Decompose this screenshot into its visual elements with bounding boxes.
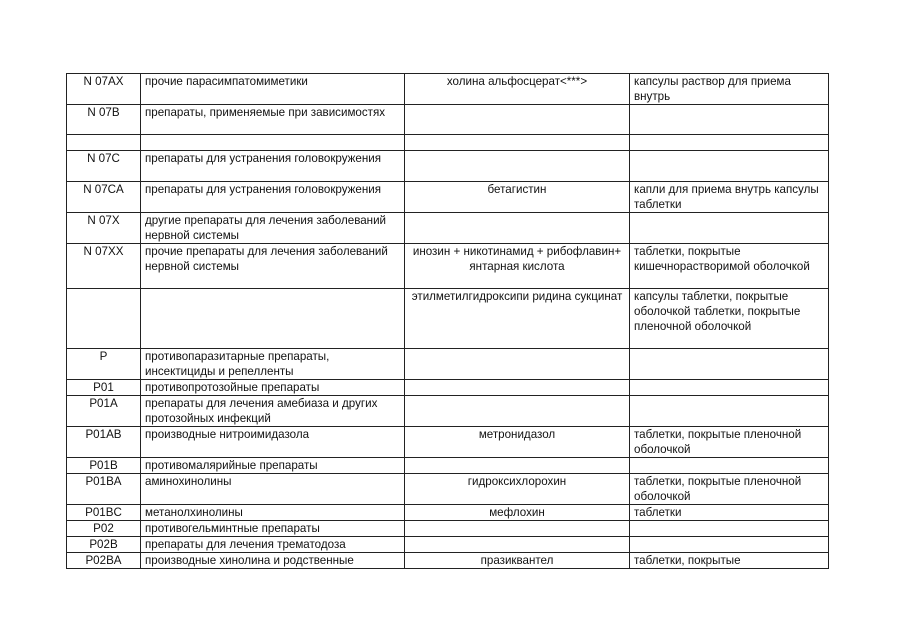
atc-code-cell: P02 (67, 521, 141, 537)
dosage-form-cell: капли для приема внутрь капсулы таблетки (630, 182, 829, 213)
table-row (67, 74, 829, 105)
atc-code-cell: P01BA (67, 474, 141, 505)
dosage-form-cell: таблетки, покрытые (630, 553, 829, 569)
table-row (67, 458, 829, 474)
drug-table (66, 73, 829, 569)
inn-cell (405, 521, 630, 537)
inn-cell: мефлохин (405, 505, 630, 521)
group-name-cell (141, 289, 405, 349)
dosage-form-cell: таблетки, покрытые пленочной оболочкой (630, 474, 829, 505)
atc-code-cell: P01B (67, 458, 141, 474)
table-row (67, 553, 829, 569)
table-row (67, 537, 829, 553)
dosage-form-cell: таблетки, покрытые кишечнорастворимой оболочкой (630, 244, 829, 289)
table-row (67, 105, 829, 135)
group-name-cell: производные хинолина и родственные (141, 553, 405, 569)
group-name-cell: противогельминтные препараты (141, 521, 405, 537)
atc-code-cell: N 07C (67, 151, 141, 182)
group-name-cell: противопаразитарные препараты, инсектициды и репелленты (141, 349, 405, 380)
group-name-cell: препараты для устранения головокружения (141, 151, 405, 182)
atc-code-cell: N 07XX (67, 244, 141, 289)
dosage-form-cell (630, 458, 829, 474)
atc-code-cell: P01 (67, 380, 141, 396)
group-name-cell: прочие препараты для лечения заболеваний нервной системы (141, 244, 405, 289)
dosage-form-cell (630, 105, 829, 135)
inn-cell: гидроксихлорохин (405, 474, 630, 505)
inn-cell (405, 151, 630, 182)
dosage-form-cell: капсулы таблетки, покрытые оболочкой таблетки, покрытые пленочной оболочкой (630, 289, 829, 349)
group-name-cell: препараты для лечения трематодоза (141, 537, 405, 553)
inn-cell (405, 105, 630, 135)
group-name-cell: метанолхинолины (141, 505, 405, 521)
drug-table-body (67, 74, 829, 569)
dosage-form-cell (630, 521, 829, 537)
inn-cell: бетагистин (405, 182, 630, 213)
dosage-form-cell (630, 135, 829, 151)
group-name-cell: противопротозойные препараты (141, 380, 405, 396)
atc-code-cell (67, 289, 141, 349)
table-row (67, 289, 829, 349)
atc-code-cell: P02BA (67, 553, 141, 569)
inn-cell: этилметилгидроксипи ридина сукцинат (405, 289, 630, 349)
inn-cell (405, 537, 630, 553)
dosage-form-cell (630, 537, 829, 553)
atc-code-cell: P01BC (67, 505, 141, 521)
group-name-cell: препараты, применяемые при зависимостях (141, 105, 405, 135)
table-row (67, 474, 829, 505)
group-name-cell (141, 135, 405, 151)
inn-cell: празиквантел (405, 553, 630, 569)
table-row (67, 505, 829, 521)
atc-code-cell: P02B (67, 537, 141, 553)
dosage-form-cell: таблетки (630, 505, 829, 521)
dosage-form-cell (630, 396, 829, 427)
inn-cell (405, 380, 630, 396)
atc-code-cell: N 07CA (67, 182, 141, 213)
atc-code-cell: N 07B (67, 105, 141, 135)
dosage-form-cell (630, 380, 829, 396)
table-row (67, 521, 829, 537)
inn-cell (405, 458, 630, 474)
table-row (67, 213, 829, 244)
inn-cell (405, 396, 630, 427)
table-row (67, 396, 829, 427)
group-name-cell: препараты для устранения головокружения (141, 182, 405, 213)
dosage-form-cell: таблетки, покрытые пленочной оболочкой (630, 427, 829, 458)
group-name-cell: производные нитроимидазола (141, 427, 405, 458)
atc-code-cell: N 07X (67, 213, 141, 244)
group-name-cell: противомалярийные препараты (141, 458, 405, 474)
inn-cell (405, 213, 630, 244)
dosage-form-cell (630, 349, 829, 380)
group-name-cell: препараты для лечения амебиаза и других протозойных инфекций (141, 396, 405, 427)
dosage-form-cell (630, 213, 829, 244)
inn-cell: метронидазол (405, 427, 630, 458)
group-name-cell: аминохинолины (141, 474, 405, 505)
atc-code-cell: P01AB (67, 427, 141, 458)
dosage-form-cell: капсулы раствор для приема внутрь (630, 74, 829, 105)
inn-cell (405, 135, 630, 151)
inn-cell: инозин + никотинамид + рибофлавин+ янтарная кислота (405, 244, 630, 289)
inn-cell (405, 349, 630, 380)
atc-code-cell (67, 135, 141, 151)
table-row (67, 244, 829, 289)
atc-code-cell: P (67, 349, 141, 380)
table-row (67, 349, 829, 380)
table-row (67, 427, 829, 458)
table-row (67, 135, 829, 151)
atc-code-cell: N 07AX (67, 74, 141, 105)
group-name-cell: прочие парасимпатомиметики (141, 74, 405, 105)
group-name-cell: другие препараты для лечения заболеваний нервной системы (141, 213, 405, 244)
table-row (67, 380, 829, 396)
table-row (67, 182, 829, 213)
dosage-form-cell (630, 151, 829, 182)
table-row (67, 151, 829, 182)
atc-code-cell: P01A (67, 396, 141, 427)
inn-cell: холина альфосцерат<***> (405, 74, 630, 105)
